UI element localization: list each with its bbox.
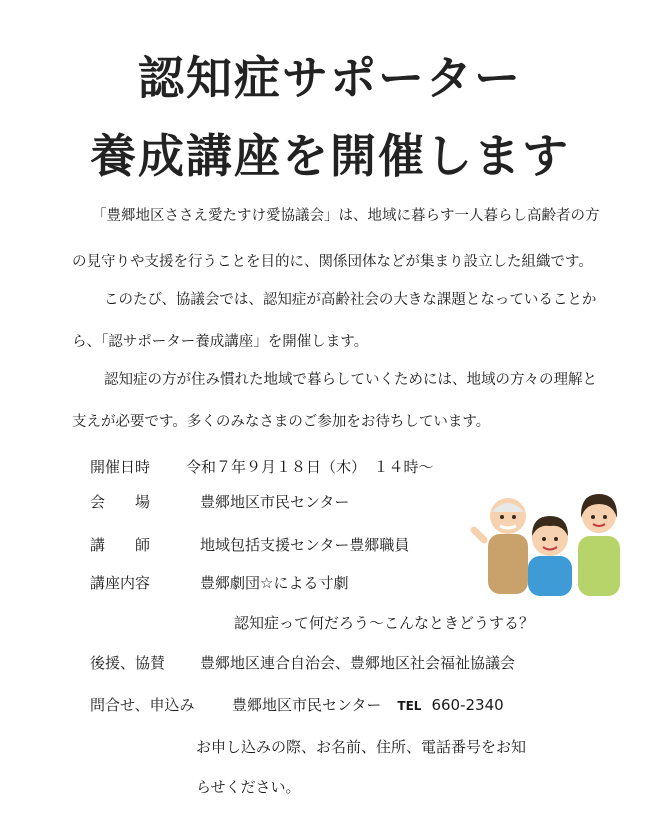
title-line-2: 養成講座を開催します	[90, 129, 570, 183]
intro-paragraph-line-3: このたび、協議会では、認知症が高齢社会の大きな課題となっていることか	[104, 292, 597, 308]
contact-phone: 660-2340	[431, 696, 504, 714]
intro-paragraph-line-2: の見守りや支援を行うことを目的に、関係団体などが集まり設立した組織です。	[72, 254, 593, 270]
tel-mark: TEL	[397, 699, 422, 713]
contact-label: 問合せ、申込み	[90, 696, 195, 714]
lecturer-label: 講 師	[90, 536, 151, 554]
lecturer-value: 地域包括支援センター豊郷職員	[200, 536, 410, 554]
venue-value: 豊郷地区市民センター	[200, 493, 350, 511]
mother-figure	[578, 494, 620, 596]
contact-note-line-1: お申し込みの際、お名前、住所、電話番号をお知	[196, 738, 527, 756]
content-subtitle: 認知症って何だろう～こんなときどうする？	[234, 614, 535, 632]
intro-paragraph-line-1: 「豊郷地区ささえ愛たすけ愛協議会」は、地域に暮らす一人暮らし高齢者の方	[92, 208, 600, 224]
intro-paragraph-line-5: 認知症の方が住み慣れた地域で暮らしていくためには、地域の方々の理解と	[104, 372, 597, 388]
child-figure	[528, 516, 572, 596]
intro-paragraph-line-4: ら、「認サポーター養成講座」を開催します。	[72, 334, 369, 350]
content-label: 講座内容	[90, 574, 151, 592]
grandpa-figure	[474, 498, 528, 594]
support-value: 豊郷地区連合自治会、豊郷地区社会福祉協議会	[200, 654, 516, 672]
venue-label: 会 場	[90, 493, 151, 511]
content-value: 豊郷劇団☆による寸劇	[200, 574, 349, 592]
title-line-1: 認知症サポーター	[138, 51, 522, 105]
family-illustration-icon	[470, 486, 630, 598]
date-value: 令和７年９月１８日（木） １４時～	[186, 458, 434, 476]
support-label: 後援、協賛	[90, 654, 166, 672]
contact-note-line-2: らせください。	[196, 778, 301, 796]
intro-paragraph-line-6: 支えが必要です。多くのみなさまのご参加をお待ちしています。	[72, 414, 491, 430]
contact-info	[232, 694, 504, 717]
contact-org: 豊郷地区市民センター	[232, 696, 382, 714]
date-label: 開催日時	[90, 458, 151, 476]
